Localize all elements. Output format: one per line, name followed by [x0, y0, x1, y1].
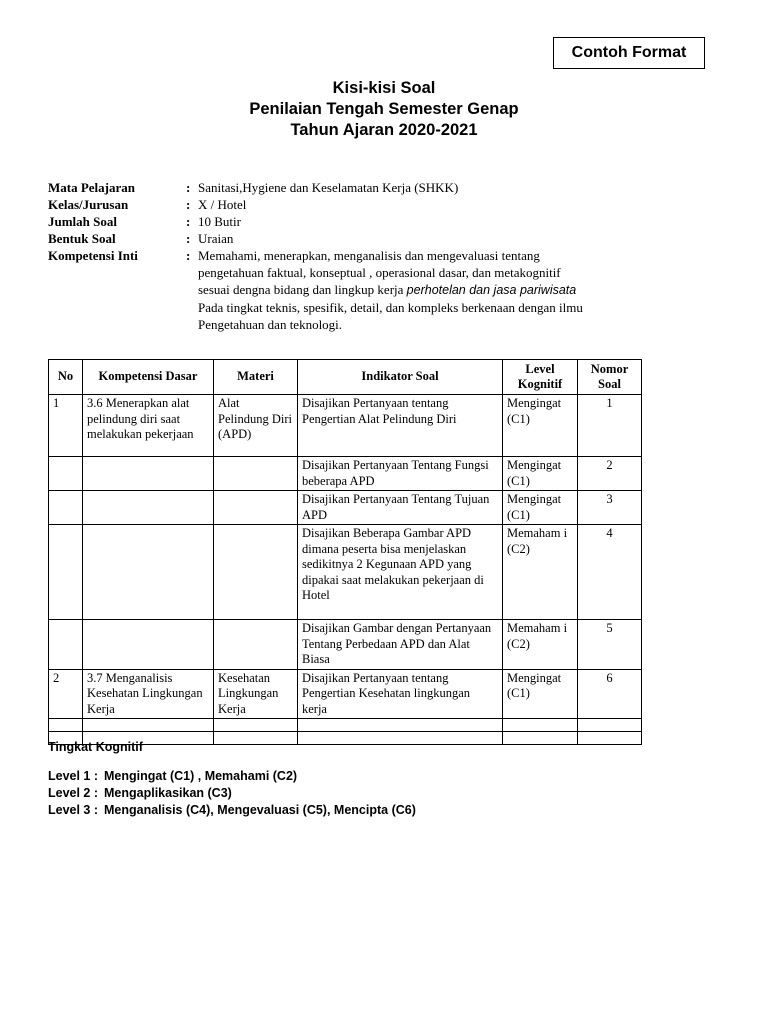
- meta-colon: :: [186, 248, 191, 263]
- legend-heading: Tingkat Kognitif: [48, 740, 143, 754]
- meta-row-subject: [48, 179, 668, 196]
- table-row: [49, 669, 642, 719]
- cell-kd: 3.7 Menganalisis Kesehatan Lingkungan Kerja: [83, 669, 214, 719]
- cell-empty: [578, 719, 642, 732]
- cell-indikator: Disajikan Pertanyaan Tentang Fungsi beberapa APD: [298, 457, 503, 491]
- header-no: No: [49, 360, 83, 395]
- table-row: [49, 525, 642, 620]
- cell-nomor: 1: [578, 395, 642, 457]
- subject-info: [48, 179, 668, 333]
- meta-colon: :: [186, 231, 191, 246]
- cell-no: 1: [49, 395, 83, 457]
- table-row: [49, 395, 642, 457]
- cell-kd: [83, 525, 214, 620]
- legend-text: Mengingat (C1) , Memahami (C2): [104, 769, 298, 783]
- header-kompetensi-dasar: Kompetensi Dasar: [83, 360, 214, 395]
- ki-line: [198, 281, 668, 299]
- meta-row-class: [48, 196, 668, 213]
- table-header-row: [49, 360, 642, 395]
- cell-materi: Alat Pelindung Diri (APD): [214, 395, 298, 457]
- format-label: Contoh Format: [553, 37, 705, 69]
- cell-no: [49, 620, 83, 670]
- cell-materi: [214, 620, 298, 670]
- cell-indikator: Disajikan Pertanyaan tentang Pengertian Alat Pelindung Diri: [298, 395, 503, 457]
- cell-materi: Kesehatan Lingkungan Kerja: [214, 669, 298, 719]
- legend-key: Level 2 :: [48, 786, 99, 800]
- table-row-empty: [49, 719, 642, 732]
- cell-kd: [83, 620, 214, 670]
- legend-key: Level 3 :: [48, 803, 99, 817]
- cell-materi: [214, 457, 298, 491]
- meta-row-core-competence: [48, 247, 668, 333]
- header-nomor: Nomor Soal: [578, 360, 642, 395]
- meta-row-count: [48, 213, 668, 230]
- cell-level: Memaham i (C2): [503, 620, 578, 670]
- cell-kd: 3.6 Menerapkan alat pelindung diri saat melakukan pekerjaan: [83, 395, 214, 457]
- meta-label: Jumlah Soal: [48, 214, 117, 229]
- core-competence-text: [198, 247, 668, 333]
- cell-kd: [83, 491, 214, 525]
- title-line-2: Penilaian Tengah Semester Genap: [249, 100, 519, 118]
- legend-spacer: [48, 756, 416, 768]
- cell-empty: [83, 719, 214, 732]
- ki-line: pengetahuan faktual, konseptual , operasional dasar, dan metakognitif: [198, 265, 561, 280]
- cell-empty: [298, 719, 503, 732]
- cell-level: Mengingat (C1): [503, 491, 578, 525]
- cell-nomor: 6: [578, 669, 642, 719]
- cell-no: [49, 525, 83, 620]
- header-indikator: Indikator Soal: [298, 360, 503, 395]
- meta-colon: :: [186, 180, 191, 195]
- table-row: [49, 457, 642, 491]
- cell-no: [49, 457, 83, 491]
- meta-colon: :: [186, 197, 191, 212]
- cell-nomor: 4: [578, 525, 642, 620]
- cell-materi: [214, 491, 298, 525]
- cell-indikator: Disajikan Beberapa Gambar APD dimana peserta bisa menjelaskan sedikitnya 2 Kegunaan APD yang dipakai saat melakukan pekerjaan di Hotel: [298, 525, 503, 620]
- table-row: [49, 620, 642, 670]
- meta-value: Uraian: [198, 231, 234, 246]
- cell-empty: [503, 719, 578, 732]
- cell-nomor: 2: [578, 457, 642, 491]
- cell-indikator: Disajikan Pertanyaan tentang Pengertian Kesehatan lingkungan kerja: [298, 669, 503, 719]
- title-line-3: Tahun Ajaran 2020-2021: [290, 121, 478, 139]
- meta-label: Kompetensi Inti: [48, 248, 138, 263]
- meta-value: Sanitasi,Hygiene dan Keselamatan Kerja (SHKK): [198, 180, 459, 195]
- cell-level: Mengingat (C1): [503, 457, 578, 491]
- cell-empty: [49, 719, 83, 732]
- cell-empty: [214, 719, 298, 732]
- cell-nomor: 3: [578, 491, 642, 525]
- legend-item: [48, 785, 416, 802]
- cell-level: Mengingat (C1): [503, 669, 578, 719]
- header-materi: Materi: [214, 360, 298, 395]
- legend-text: Menganalisis (C4), Mengevaluasi (C5), Mencipta (C6): [104, 803, 416, 817]
- meta-value: X / Hotel: [198, 197, 247, 212]
- cell-materi: [214, 525, 298, 620]
- ki-line-italic: perhotelan dan jasa pariwisata: [406, 283, 577, 297]
- ki-line-part: sesuai dengna bidang dan lingkup kerja: [198, 282, 407, 297]
- cell-kd: [83, 457, 214, 491]
- question-grid-table: [48, 359, 642, 745]
- legend-text: Mengaplikasikan (C3): [104, 786, 232, 800]
- ki-line: Pengetahuan dan teknologi.: [198, 317, 343, 332]
- legend-item: [48, 768, 416, 785]
- table-row: [49, 491, 642, 525]
- cell-level: Memaham i (C2): [503, 525, 578, 620]
- ki-line: Pada tingkat teknis, spesifik, detail, dan kompleks berkenaan dengan ilmu: [198, 300, 583, 315]
- meta-row-form: [48, 230, 668, 247]
- meta-label: Mata Pelajaran: [48, 180, 136, 195]
- cell-nomor: 5: [578, 620, 642, 670]
- cell-empty: [503, 732, 578, 745]
- title-line-1: Kisi-kisi Soal: [332, 79, 436, 97]
- legend-item: [48, 802, 416, 819]
- cell-no: [49, 491, 83, 525]
- meta-value: 10 Butir: [198, 214, 241, 229]
- cell-level: Mengingat (C1): [503, 395, 578, 457]
- cell-no: 2: [49, 669, 83, 719]
- meta-label: Bentuk Soal: [48, 231, 116, 246]
- meta-colon: :: [186, 214, 191, 229]
- cell-indikator: Disajikan Pertanyaan Tentang Tujuan APD: [298, 491, 503, 525]
- cell-indikator: Disajikan Gambar dengan Pertanyaan Tentang Perbedaan APD dan Alat Biasa: [298, 620, 503, 670]
- meta-label: Kelas/Jurusan: [48, 197, 129, 212]
- header-level: Level Kognitif: [503, 360, 578, 395]
- cell-empty: [578, 732, 642, 745]
- document-title: [0, 78, 768, 141]
- ki-line: Memahami, menerapkan, menganalisis dan mengevaluasi tentang: [198, 248, 540, 263]
- legend-key: Level 1 :: [48, 769, 99, 783]
- cognitive-level-legend: [48, 739, 416, 819]
